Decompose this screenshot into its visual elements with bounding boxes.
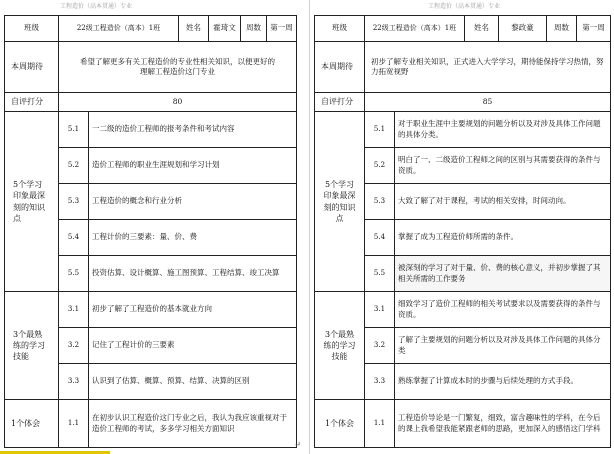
skill-item: 细致学习了造价工程师的相关考试要求以及需要获得的条件与资质。 (395, 292, 611, 328)
knowledge-index: 5.2 (365, 148, 395, 184)
right-document-page (309, 0, 614, 454)
knowledge-item: 工程造价的概念和行业分析 (89, 184, 297, 220)
class-value: 22级工程造价（高本）1班 (365, 16, 465, 42)
week-value: 第一周 (577, 16, 611, 42)
class-label: 班级 (5, 16, 59, 42)
week-value: 第一周 (267, 16, 297, 42)
knowledge-index: 5.5 (59, 256, 89, 292)
knowledge-index: 5.1 (59, 112, 89, 148)
knowledge-section-label: 5个学习印象最深刻的知识点 (5, 112, 59, 292)
expectation-label: 本周期待 (5, 42, 59, 93)
skill-index: 3.1 (365, 292, 395, 328)
knowledge-index: 5.2 (59, 148, 89, 184)
knowledge-index: 5.3 (365, 184, 395, 220)
name-label: 姓名 (465, 16, 499, 42)
knowledge-section-label: 5个学习印象最深刻的知识点 (315, 112, 365, 292)
weekly-report-table (4, 15, 297, 448)
name-label: 姓名 (179, 16, 209, 42)
header-note: 工程造价（高本贯通）专业 (60, 3, 133, 10)
knowledge-item: 明白了一、二级造价工程师之间的区别与其需要获得的条件与资质。 (395, 148, 611, 184)
knowledge-item: 被深刻的学习了对于量、价、费的核心意义，并初步掌握了其相关所需的工作要务 (395, 256, 611, 292)
knowledge-item: 大致了解了对于课程，考试的相关安排，时间动向。 (395, 184, 611, 220)
insight-index: 1.1 (59, 400, 89, 448)
knowledge-index: 5.3 (59, 184, 89, 220)
name-value: 霍琦文 (209, 16, 241, 42)
skill-index: 3.3 (365, 364, 395, 400)
skill-item: 初步了解了工程造价的基本就业方向 (89, 292, 297, 328)
skill-item: 认识到了估算、概算、预算、结算、决算的区别 (89, 364, 297, 400)
insight-label: 1个体会 (5, 400, 59, 448)
skill-index: 3.1 (59, 292, 89, 328)
score-value: 85 (365, 93, 611, 112)
class-value: 22级工程造价（高本）1班 (59, 16, 179, 42)
knowledge-index: 5.4 (59, 220, 89, 256)
header-note: 工程造价（高本贯通）专业 (428, 3, 501, 10)
left-document-page (0, 0, 300, 454)
week-label: 周数 (547, 16, 577, 42)
week-label: 周数 (241, 16, 267, 42)
knowledge-item: 一二级的造价工程师的报考条件和考试内容 (89, 112, 297, 148)
expectation-text: 初步了解专业相关知识，正式进入大学学习，期待能保持学习热情，努力拓宽视野 (365, 42, 611, 93)
class-label: 班级 (315, 16, 365, 42)
skills-section-label: 3个最熟练的学习技能 (5, 292, 59, 400)
score-value: 80 (59, 93, 297, 112)
knowledge-index: 5.5 (365, 256, 395, 292)
expectation-text: 希望了解更多有关工程造价的专业性相关知识，以便更好的理解工程造价这门专业 (59, 42, 297, 93)
score-label: 自评打分 (315, 93, 365, 112)
skill-index: 3.2 (365, 328, 395, 364)
skill-index: 3.3 (59, 364, 89, 400)
name-value: 黎政豪 (499, 16, 547, 42)
weekly-report-table (314, 15, 611, 448)
skill-item: 记住了工程计价的三要素 (89, 328, 297, 364)
knowledge-item: 对于职业生涯中主要规划的问题分析以及对涉及具体工作问题的具体分类。 (395, 112, 611, 148)
knowledge-index: 5.1 (365, 112, 395, 148)
insight-label: 1个体会 (315, 400, 365, 448)
knowledge-item: 造价工程师的职业生涯规划和学习计划 (89, 148, 297, 184)
insight-index: 1.1 (365, 400, 395, 448)
skill-item: 熟练掌握了计算成本时的步骤与后续处理的方式手段。 (395, 364, 611, 400)
insight-text: 在初步认识工程造价这门专业之后，我认为我应该重视对于造价工程师的考试，多多学习相关方面知识 (89, 400, 297, 448)
knowledge-item: 掌握了成为工程造价师所需的条件。 (395, 220, 611, 256)
insight-text: 工程造价导论是一门繁复，细致，富含趣味性的学科，在今后的课上我希望我能紧跟老师的思路，更加深入的感悟这门学科 (395, 400, 611, 448)
skill-index: 3.2 (59, 328, 89, 364)
skills-section-label: 3个最熟练的学习技能 (315, 292, 365, 400)
skill-item: 了解了主要规划的问题分析以及对涉及具体工作问题的具体分类 (395, 328, 611, 364)
expectation-label: 本周期待 (315, 42, 365, 93)
knowledge-index: 5.4 (365, 220, 395, 256)
paragraph-mark-icon: ↵ (294, 440, 301, 449)
knowledge-item: 投资估算、设计概算、施工图预算、工程结算、竣工决算 (89, 256, 297, 292)
score-label: 自评打分 (5, 93, 59, 112)
knowledge-item: 工程计价的三要素：量、价、费 (89, 220, 297, 256)
